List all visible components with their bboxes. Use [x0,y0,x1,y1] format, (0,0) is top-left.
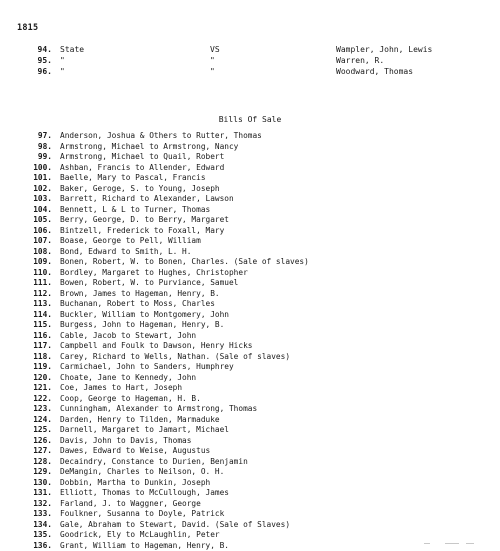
entry-number: 100. [22,163,52,172]
entry-text: Bordley, Margaret to Hughes, Christopher [60,268,248,277]
scan-artifact [445,543,459,544]
entry-number: 125. [22,425,52,434]
list-item [0,163,500,174]
list-item [0,205,500,216]
entry-number: 118. [22,352,52,361]
entry-text: DeMangin, Charles to Neilson, O. H. [60,467,224,476]
list-item [0,152,500,163]
case-versus: VS [210,45,220,54]
entry-number: 106. [22,226,52,235]
entry-number: 130. [22,478,52,487]
entry-text: Grant, William to Hageman, Henry, B. [60,541,229,550]
list-item [0,509,500,520]
list-item [0,457,500,468]
entry-text: Baelle, Mary to Pascal, Francis [60,173,206,182]
list-item [0,362,500,373]
entry-number: 113. [22,299,52,308]
entry-number: 102. [22,184,52,193]
entry-number: 119. [22,362,52,371]
entry-text: Bintzell, Frederick to Foxall, Mary [60,226,224,235]
entry-text: Cable, Jacob to Stewart, John [60,331,196,340]
entry-number: 134. [22,520,52,529]
entry-text: Bond, Edward to Smith, L. H. [60,247,191,256]
case-number: 95. [30,56,52,65]
entry-number: 129. [22,467,52,476]
entry-number: 110. [22,268,52,277]
entry-text: Darden, Henry to Tilden, Marmaduke [60,415,220,424]
entry-text: Gale, Abraham to Stewart, David. (Sale of Slaves) [60,520,290,529]
entry-text: Carey, Richard to Wells, Nathan. (Sale of slaves) [60,352,290,361]
entry-text: Ashban, Francis to Allender, Edward [60,163,224,172]
scan-artifact [466,543,474,544]
list-item [0,467,500,478]
case-number: 96. [30,67,52,76]
list-item [0,446,500,457]
list-item [0,373,500,384]
entry-text: Bowen, Robert, W. to Purviance, Samuel [60,278,238,287]
entry-number: 97. [22,131,52,140]
case-defendant: Warren, R. [336,56,384,65]
entry-text: Darnell, Margaret to Jamart, Michael [60,425,229,434]
entry-number: 135. [22,530,52,539]
scan-artifact [424,543,430,544]
entry-number: 128. [22,457,52,466]
entry-text: Goodrick, Ely to McLaughlin, Peter [60,530,220,539]
list-item [0,257,500,268]
entry-number: 117. [22,341,52,350]
list-item [0,499,500,510]
list-item [0,425,500,436]
list-item [0,310,500,321]
case-versus: " [210,67,215,76]
entry-text: Foulkner, Susanna to Doyle, Patrick [60,509,224,518]
entry-number: 124. [22,415,52,424]
list-item [0,184,500,195]
list-item [0,520,500,531]
list-item [0,278,500,289]
entry-number: 133. [22,509,52,518]
entry-number: 122. [22,394,52,403]
entry-number: 107. [22,236,52,245]
entry-number: 132. [22,499,52,508]
entry-text: Coe, James to Hart, Joseph [60,383,182,392]
list-item [0,488,500,499]
list-item [0,236,500,247]
list-item [0,341,500,352]
entry-text: Burgess, John to Hageman, Henry, B. [60,320,224,329]
bills-of-sale-list [0,131,500,551]
list-item [0,194,500,205]
list-item [0,268,500,279]
entry-text: Boase, George to Pell, William [60,236,201,245]
entry-text: Campbell and Foulk to Dawson, Henry Hicks [60,341,252,350]
entry-number: 105. [22,215,52,224]
entry-number: 109. [22,257,52,266]
entry-text: Baker, Geroge, S. to Young, Joseph [60,184,220,193]
case-number: 94. [30,45,52,54]
entry-number: 116. [22,331,52,340]
entry-number: 101. [22,173,52,182]
list-item [0,173,500,184]
page-year: 1815 [17,23,38,33]
entry-text: Decaindry, Constance to Durien, Benjamin [60,457,248,466]
case-versus: " [210,56,215,65]
entry-text: Dobbin, Martha to Dunkin, Joseph [60,478,210,487]
entry-number: 114. [22,310,52,319]
entry-text: Choate, Jane to Kennedy, John [60,373,196,382]
list-item [0,436,500,447]
entry-number: 99. [22,152,52,161]
entry-text: Buckler, William to Montgomery, John [60,310,229,319]
entry-number: 120. [22,373,52,382]
case-defendant: Woodward, Thomas [336,67,413,76]
list-item [0,394,500,405]
entry-text: Berry, George, D. to Berry, Margaret [60,215,229,224]
entry-text: Anderson, Joshua & Others to Rutter, Thomas [60,131,262,140]
entry-number: 115. [22,320,52,329]
entry-number: 108. [22,247,52,256]
case-plaintiff: State [60,45,84,54]
entry-number: 123. [22,404,52,413]
entry-number: 131. [22,488,52,497]
entry-text: Buchanan, Robert to Moss, Charles [60,299,215,308]
entry-number: 127. [22,446,52,455]
list-item [0,247,500,258]
list-item [0,352,500,363]
list-item [0,415,500,426]
list-item [0,404,500,415]
list-item [0,215,500,226]
case-plaintiff: " [60,56,65,65]
list-item [0,530,500,541]
entry-number: 98. [22,142,52,151]
entry-number: 126. [22,436,52,445]
entry-text: Davis, John to Davis, Thomas [60,436,191,445]
entry-number: 103. [22,194,52,203]
entry-text: Bonen, Robert, W. to Bonen, Charles. (Sale of slaves) [60,257,309,266]
list-item [0,289,500,300]
case-defendant: Wampler, John, Lewis [336,45,432,54]
entry-text: Bennett, L & L to Turner, Thomas [60,205,210,214]
case-plaintiff: " [60,67,65,76]
entry-text: Armstrong, Michael to Armstrong, Nancy [60,142,238,151]
list-item [0,320,500,331]
entry-text: Dawes, Edward to Weise, Augustus [60,446,210,455]
entry-number: 104. [22,205,52,214]
entry-text: Elliott, Thomas to McCullough, James [60,488,229,497]
entry-number: 121. [22,383,52,392]
list-item [0,331,500,342]
list-item [0,478,500,489]
entry-text: Cunningham, Alexander to Armstrong, Thomas [60,404,257,413]
section-title: Bills Of Sale [0,115,500,124]
entry-text: Farland, J. to Waggner, George [60,499,201,508]
entry-number: 136. [22,541,52,550]
entry-text: Carmichael, John to Sanders, Humphrey [60,362,234,371]
entry-text: Coop, George to Hageman, H. B. [60,394,201,403]
list-item [0,383,500,394]
list-item [0,142,500,153]
list-item [0,299,500,310]
entry-number: 112. [22,289,52,298]
entry-text: Barrett, Richard to Alexander, Lawson [60,194,234,203]
entry-text: Armstrong, Michael to Quail, Robert [60,152,224,161]
list-item [0,226,500,237]
list-item [0,131,500,142]
entry-number: 111. [22,278,52,287]
entry-text: Brown, James to Hageman, Henry, B. [60,289,220,298]
